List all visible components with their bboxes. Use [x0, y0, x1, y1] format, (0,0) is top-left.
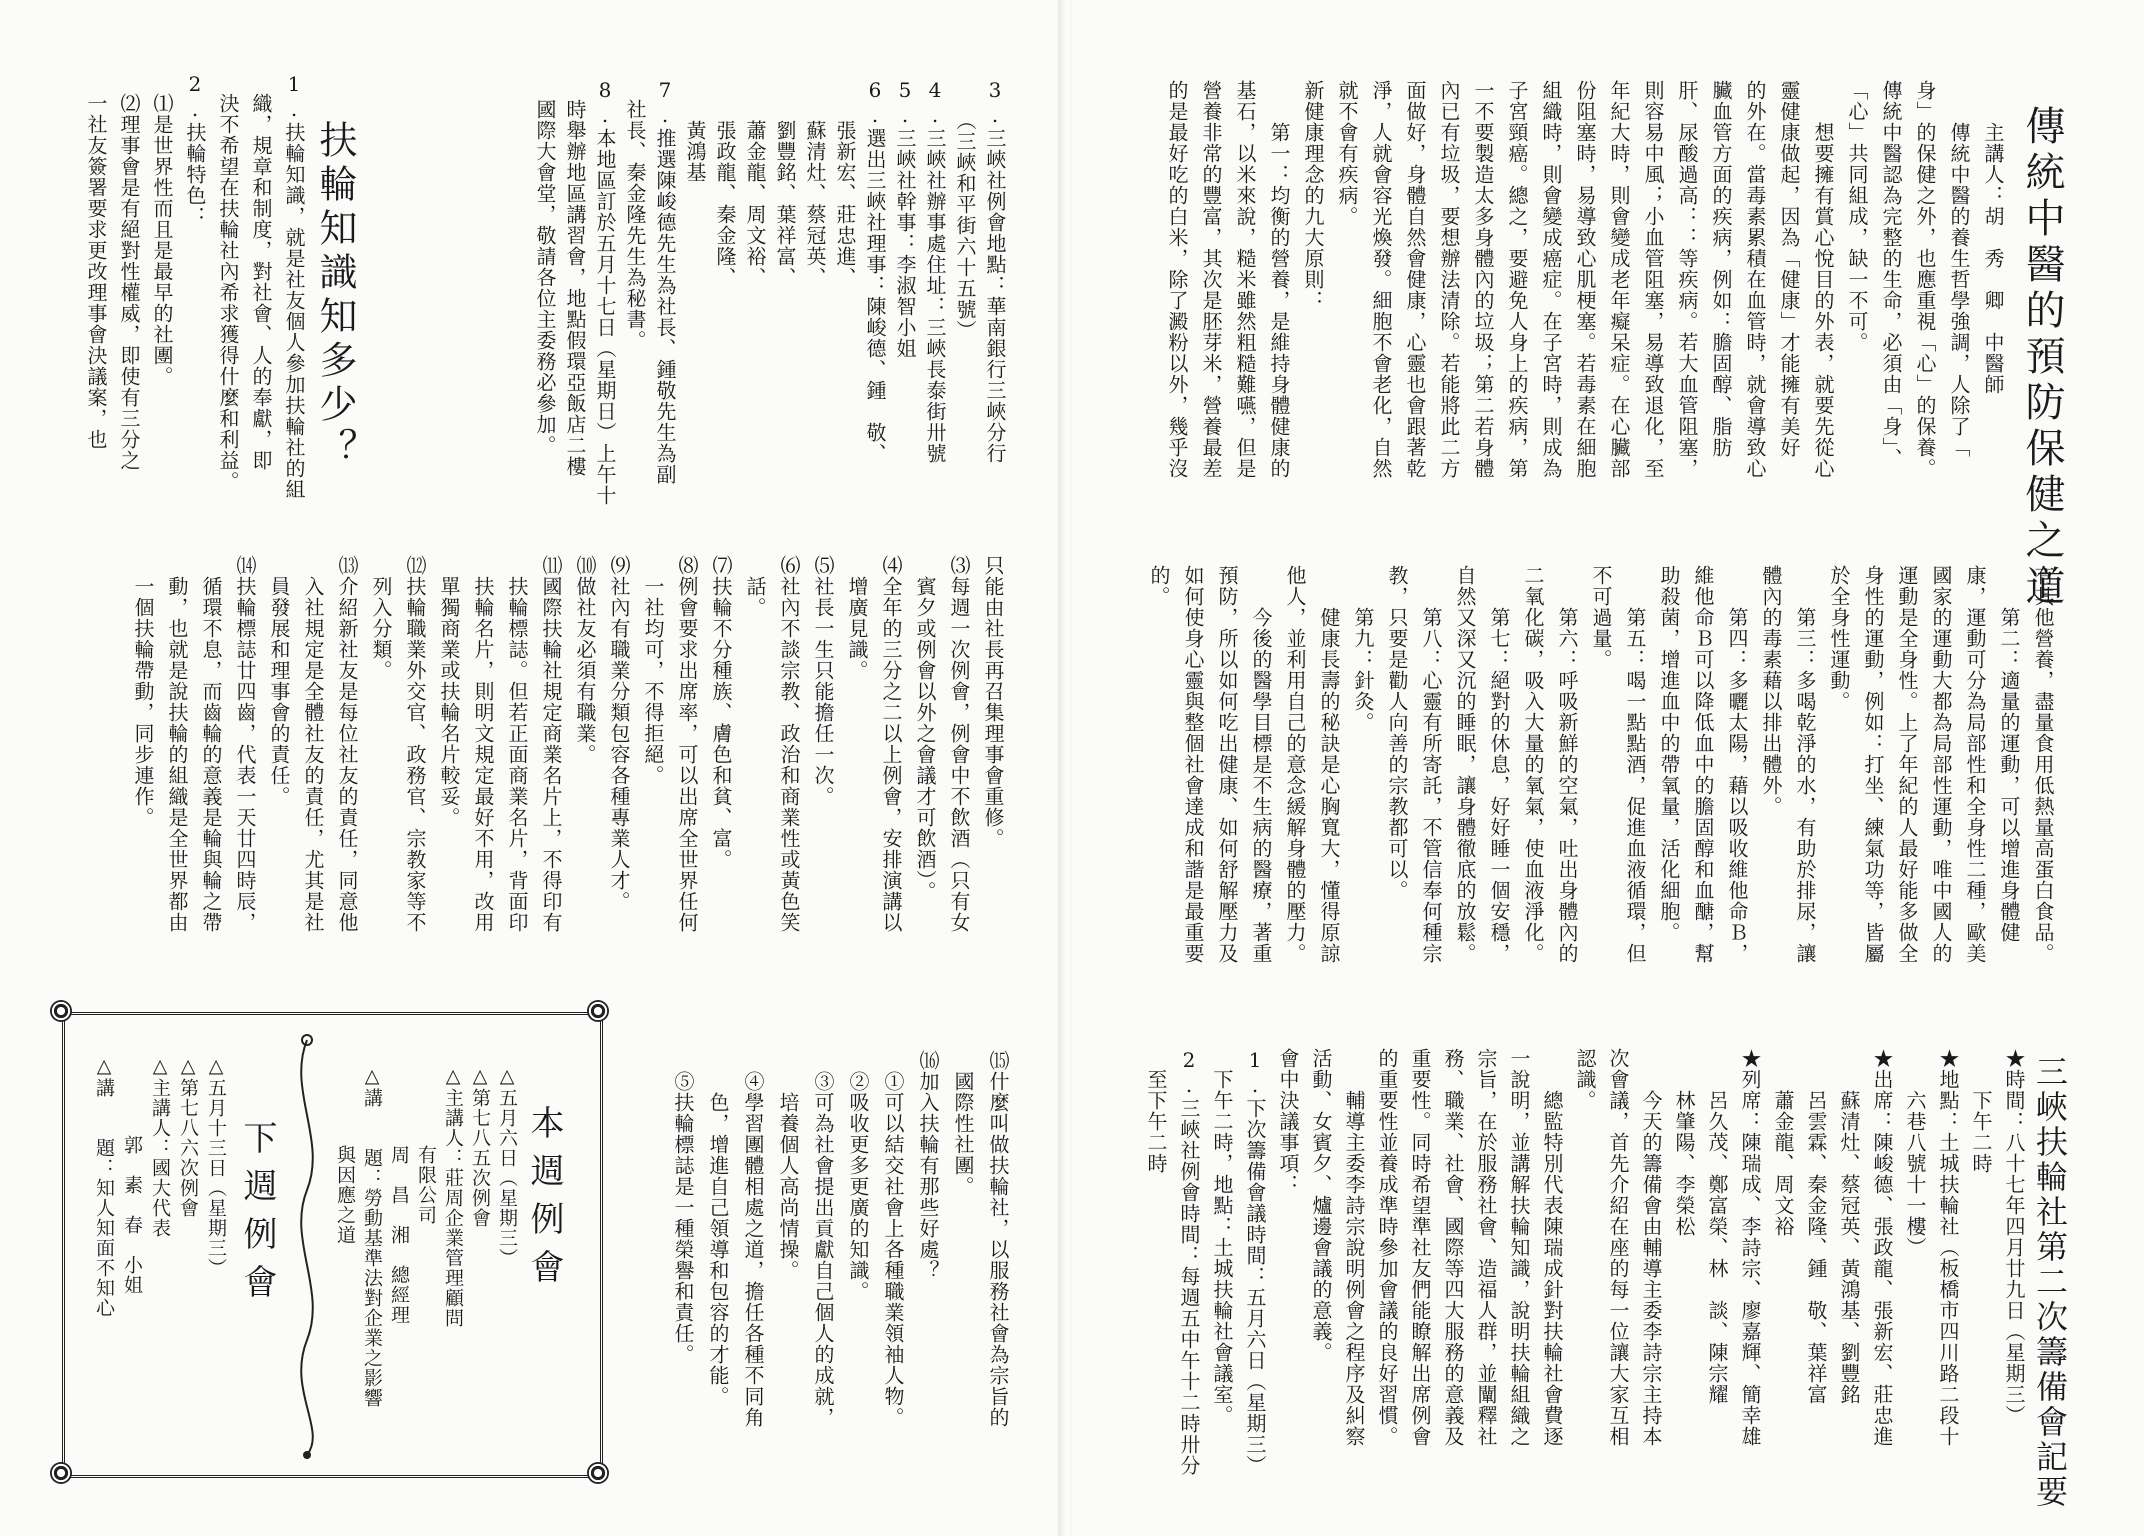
text-line: 與因應之道: [334, 1065, 356, 1245]
club-info-text: [532, 78, 1010, 508]
text-line: 蘇清灶、蔡冠英、黃鴻基、劉豐銘: [1837, 1048, 1861, 1405]
text-line: 入社規定是全體社友的責任，尤其是社: [301, 555, 325, 933]
text-line: 下午二時，地點：土城扶輪社會議室。: [1210, 1048, 1234, 1426]
text-line: ⑶每週一次例會，例會中不飲酒（只有女: [947, 555, 971, 933]
text-line: 自然又深又沉的睡眠，讓身體徹底的放鬆。: [1453, 565, 1477, 964]
text-line: 助殺菌，增進血中的帶氧量，活化細胞。: [1657, 565, 1681, 943]
text-line: ★列席：陳瑞成、李詩宗、廖嘉輝、簡幸雄: [1738, 1048, 1762, 1447]
text-line: 的。: [1147, 565, 1171, 607]
text-line: 維他命Ｂ可以降低血中的膽固醇和血醣，幫: [1691, 565, 1715, 964]
text-line: 想要擁有賞心悅目的外表，就要先從心: [1811, 80, 1835, 479]
text-line: 周 昌 湘 總經理: [388, 1065, 410, 1325]
text-line: 運動是全身性。上了年紀的人最好能多做全: [1895, 565, 1919, 964]
text-line: 呂久茂、鄭富榮、林 談、陳宗耀: [1705, 1048, 1729, 1405]
text-line: 營養非常的豐富，其次是胚芽米，營養最差: [1199, 80, 1223, 479]
text-line: 蕭金龍、周文裕、: [743, 78, 767, 288]
text-line: ⑾國際扶輪社規定商業名片上，不得印有: [539, 555, 563, 933]
text-line: 的重要性並養成準時參加會議的良好習慣。: [1375, 1048, 1399, 1447]
text-line: 傳統中醫的養生哲學強調，人除了「: [1947, 80, 1971, 458]
text-line: 靈健康做起，因為「健康」才能擁有美好: [1777, 80, 1801, 458]
text-line: ①可以結交社會上各種職業領袖人物。: [881, 1050, 905, 1428]
text-line: 2.三峽社例會時間：每週五中午十二時卅分: [1177, 1048, 1201, 1476]
text-line: 劉豐銘、葉祥富、: [773, 78, 797, 288]
article-lower-text: [1135, 565, 2060, 985]
text-line: 健康長壽的秘訣是心胸寬大，懂得原諒: [1317, 565, 1341, 964]
text-line: 第一：均衡的營養，是維持身體健康的: [1267, 80, 1291, 479]
text-line: 一個扶輪帶動，同步連作。: [131, 555, 155, 828]
text-line: 次會議，首先介紹在座的每一位讓大家互相: [1606, 1048, 1630, 1447]
text-line: 教，只要是勸人向善的宗教都可以。: [1385, 565, 1409, 901]
text-line: 賓夕或例會以外之會議才可飲酒）。: [913, 555, 937, 902]
text-line: △主講人：莊周企業管理顧問: [442, 1065, 464, 1328]
next-week-title: 下週例會: [237, 1120, 277, 1312]
text-line: 認識。: [1573, 1048, 1597, 1111]
text-line: △五月十三日（星期三）: [205, 1055, 227, 1278]
text-line: 一不要製造太多身體內的垃圾；第二若身體: [1471, 80, 1495, 479]
corner-flower-icon: [587, 1000, 609, 1022]
text-line: 4.三峽社辦事處住址：三峽長泰街卅號: [923, 78, 947, 464]
text-line: 第四：多曬太陽，藉以吸收維他命Ｂ，: [1725, 565, 1749, 964]
text-line: 第八：心靈有所寄託，不管信奉何種宗: [1419, 565, 1443, 964]
text-line: 織，規章和制度，對社會、人的奉獻，即: [249, 72, 273, 471]
rules-upper-text: [60, 555, 1010, 975]
text-line: 時舉辦地區講習會，地點假環亞飯店二樓: [563, 78, 587, 477]
text-line: 國際性社團。: [951, 1050, 975, 1197]
text-line: ⑹社內不談宗教、政治和商業性或黃色笑: [777, 555, 801, 933]
rules-lower-text: [625, 1050, 1015, 1490]
text-line: 內已有垃圾，要想辦法清除。若能將此二方: [1437, 80, 1461, 479]
text-line: 第九：針灸。: [1351, 565, 1375, 733]
text-line: 呂雲霖、秦金隆、鍾 敬、葉祥富: [1804, 1048, 1828, 1405]
text-line: 扶輪標誌。但若正面商業名片，背面印: [505, 555, 529, 933]
article-upper-text: [1140, 80, 2010, 570]
text-line: 員發展和理事會的責任。: [267, 555, 291, 807]
text-line: 話。: [743, 555, 767, 618]
text-line: 郭 素 春 小姐: [121, 1055, 143, 1295]
text-line: 第二：適量的運動，可以增進身體健: [1997, 565, 2021, 943]
meeting-title: 三峽扶輪社第二次籌備會記要: [2031, 1055, 2069, 1510]
text-line: 有限公司: [415, 1065, 437, 1225]
text-line: 只能由社長再召集理事會重修。: [981, 555, 1005, 849]
text-line: 如何使身心靈與整個社會達成和諧是最重要: [1181, 565, 1205, 964]
vine-divider-icon: [282, 1030, 332, 1460]
text-line: ⑷全年的三分之二以上例會，安排演講以: [879, 555, 903, 933]
text-line: 份阻塞時，易導致心肌梗塞。若毒素在細胞: [1573, 80, 1597, 479]
text-line: ⒂什麼叫做扶輪社，以服務社會為宗旨的: [986, 1050, 1010, 1428]
text-line: ⒁扶輪標誌廿四齒，代表一天廿四時辰，: [233, 555, 257, 933]
corner-flower-icon: [587, 1462, 609, 1484]
text-line: 淨，人就會容光煥發。細胞不會老化，自然: [1369, 80, 1393, 479]
text-line: 就不會有疾病。: [1335, 80, 1359, 227]
text-line: ⑼社內有職業分類包容各種專業人才。: [607, 555, 631, 912]
text-line: △五月六日（星期三）: [496, 1065, 518, 1268]
text-line: 的是最好吃的白米，除了澱粉以外，幾乎沒: [1165, 80, 1189, 479]
text-line: 六巷八號十一樓）: [1903, 1048, 1927, 1258]
text-line: 列入分類。: [369, 555, 393, 681]
text-line: 1.下次籌備會議時間：五月六日（星期三）: [1243, 1048, 1267, 1476]
meeting-record-text: [1130, 1048, 2030, 1488]
text-line: 一社均可，不得拒絕。: [641, 555, 665, 786]
text-line: 第七：絕對的休息，好好睡一個安穩，: [1487, 565, 1511, 964]
text-line: 林肇陽、李榮松: [1672, 1048, 1696, 1237]
text-line: 主講人：胡 秀 卿 中醫師: [1981, 80, 2005, 395]
text-line: 一說明，並講解扶輪知識，說明扶輪組織之: [1507, 1048, 1531, 1447]
text-line: 增廣見識。: [845, 555, 869, 681]
text-line: △主講人：國大代表: [149, 1055, 171, 1238]
text-line: ⑵理事會是有絕對性權威，即使有三分之: [117, 72, 141, 471]
text-line: 1.扶輪知識，就是社友個人參加扶輪社的組: [282, 72, 306, 500]
text-line: 不可過量。: [1589, 565, 1613, 670]
text-line: 年紀大時，則會變成老年癡呆症。在心臟部: [1607, 80, 1631, 479]
text-line: 國際大會堂，敬請各位主委務必參加。: [533, 78, 557, 456]
text-line: △第七八五次例會: [469, 1065, 491, 1228]
text-line: ⑴是世界性而且是最早的社團。: [150, 72, 174, 387]
text-line: ⒃加入扶輪有那些好處？: [916, 1050, 940, 1281]
text-line: 2.扶輪特色：: [183, 72, 207, 227]
text-line: ⑺扶輪不分種族、膚色和貧、富。: [709, 555, 733, 870]
text-line: 則容易中風；小血管阻塞，易導致退化，至: [1641, 80, 1665, 479]
text-line: 第三：多喝乾淨的水，有助於排尿，讓: [1793, 565, 1817, 964]
text-line: 組織時，則會變成癌症。在子宮時，則成為: [1539, 80, 1563, 479]
text-line: 6.選出三峽社理事：陳峻德、鍾 敬、: [863, 78, 887, 464]
text-line: 身性的運動，例如：打坐、練氣功等，皆屬: [1861, 565, 1885, 964]
text-line: 臟血管方面的疾病，例如：膽固醇、脂肪: [1709, 80, 1733, 458]
text-line: 身」的保健之外，也應重視「心」的保養。: [1913, 80, 1937, 479]
this-week-title: 本週例會: [524, 1105, 564, 1297]
text-line: 務、職業、社會、國際等四大服務的意義及: [1441, 1048, 1465, 1447]
text-line: 於全身性運動。: [1827, 565, 1851, 712]
text-line: 張新宏、莊忠進、: [833, 78, 857, 288]
corner-flower-icon: [50, 1000, 72, 1022]
text-line: 「心」共同組成，缺一不可。: [1845, 80, 1869, 353]
text-line: 新健康理念的九大原則：: [1301, 80, 1325, 311]
text-line: （三峽和平街六十五號）: [953, 78, 977, 341]
text-line: 至下午二時: [1144, 1048, 1168, 1174]
text-line: 單獨商業或扶輪名片較妥。: [437, 555, 461, 828]
text-line: 社長、秦金隆先生為秘書。: [623, 78, 647, 351]
text-line: 的外在。當毒素累積在血管時，就會導致心: [1743, 80, 1767, 479]
text-line: △第七八六次例會: [177, 1055, 199, 1218]
text-line: 宗旨，在於服務社會、造福人群，並闡釋社: [1474, 1048, 1498, 1447]
text-line: 輔導主委李詩宗說明例會之程序及糾察: [1342, 1048, 1366, 1447]
text-line: 第五：喝一點點酒，促進血液循環，但: [1623, 565, 1647, 964]
text-line: 二氧化碳，吸入大量的氧氣，使血液淨化。: [1521, 565, 1545, 964]
text-line: ⒀介紹新社友是每位社友的責任，同意他: [335, 555, 359, 933]
text-line: 循環不息，而齒輪的意義是輪與輪之帶: [199, 555, 223, 933]
text-line: 體內的毒素藉以排出體外。: [1759, 565, 1783, 817]
text-line: ⑿扶輪職業外交官、政務官、宗教家等不: [403, 555, 427, 933]
text-line: 基石，以米來說，糙米雖然粗糙難嚥，但是: [1233, 80, 1257, 479]
knowledge-title: 扶輪知識知多少？: [313, 120, 357, 472]
text-line: 培養個人高尚情操。: [776, 1050, 800, 1281]
text-line: 肝、尿酸過高：：等疾病。若大血管阻塞，: [1675, 80, 1699, 479]
text-line: 今後的醫學目標是不生病的醫療，著重: [1249, 565, 1273, 964]
text-line: 扶輪名片，則明文規定最好不用，改用: [471, 555, 495, 933]
text-line: 面做好，身體自然會健康，心靈也會跟著乾: [1403, 80, 1427, 479]
text-line: 子宮頸癌。總之，要避免人身上的疾病，第: [1505, 80, 1529, 479]
text-line: 8.本地區訂於五月十七日（星期日）上午十: [593, 78, 617, 506]
text-line: 5.三峽社幹事：李淑智小姐: [893, 78, 917, 359]
text-line: ③可為社會提出貢獻自己個人的成就，: [811, 1050, 835, 1428]
text-line: ⑤扶輪標誌是一種榮譽和責任。: [671, 1050, 695, 1365]
text-line: 國家的運動大都為局部性運動，唯中國人的: [1929, 565, 1953, 964]
text-line: ★時間：八十七年四月廿九日（星期三）: [2002, 1048, 2026, 1426]
text-line: 有其他營養，盡量食用低熱量高蛋白食品。: [2031, 565, 2055, 964]
text-line: 康，運動可分為局部性和全身性二種，歐美: [1963, 565, 1987, 964]
text-line: △講 題：勞動基準法對企業之影響: [361, 1065, 383, 1408]
text-line: ★地點：土城扶輪社（板橋市四川路二段十: [1936, 1048, 1960, 1447]
text-line: 他人，並利用自己的意念緩解身體的壓力。: [1283, 565, 1307, 964]
knowledge-items-text: [60, 72, 310, 512]
text-line: 預防，所以如何吃出健康、如何舒解壓力及: [1215, 565, 1239, 964]
text-line: 傳統中醫認為完整的生命，必須由「身」、: [1879, 80, 1903, 469]
text-line: ④學習團體相處之道，擔任各種不同角: [741, 1050, 765, 1428]
text-line: 總監特別代表陳瑞成針對扶輪社會費逐: [1540, 1048, 1564, 1447]
text-line: 決不希望在扶輪社內希求獲得什麼和利益。: [216, 72, 240, 492]
text-line: ⑻例會要求出席率，可以出席全世界任何: [675, 555, 699, 933]
this-week-details: [330, 1065, 520, 1465]
text-line: 蕭金龍、周文裕: [1771, 1048, 1795, 1237]
text-line: 蘇清灶、蔡冠英、: [803, 78, 827, 288]
text-line: 重要性。同時希望準社友們能瞭解出席例會: [1408, 1048, 1432, 1447]
text-line: 張政龍、秦金隆、: [713, 78, 737, 288]
text-line: ★出席：陳峻德、張政龍、張新宏、莊忠進: [1870, 1048, 1894, 1447]
text-line: ⑸社長一生只能擔任一次。: [811, 555, 835, 807]
text-line: ②吸收更多更廣的知識。: [846, 1050, 870, 1302]
text-line: 3.三峽社例會地點：華南銀行三峽分行: [983, 78, 1007, 464]
text-line: 活動、女賓夕、爐邊會議的意義。: [1309, 1048, 1333, 1363]
text-line: 動，也就是說扶輪的組織是全世界都由: [165, 555, 189, 933]
text-line: 一社友簽署要求更改理事會決議案，也: [84, 72, 108, 450]
text-line: 色，增進自己領導和包容的才能。: [706, 1050, 730, 1407]
next-week-details: [80, 1055, 230, 1455]
text-line: 下午二時: [1969, 1048, 1993, 1174]
article-title: 傳統中醫的預防保健之道: [2019, 105, 2065, 611]
text-line: 第六：呼吸新鮮的空氣，吐出身體內的: [1555, 565, 1579, 964]
text-line: 黃鴻基: [683, 78, 707, 183]
corner-flower-icon: [50, 1462, 72, 1484]
text-line: ⑽做社友必須有職業。: [573, 555, 597, 765]
text-line: 7.推選陳峻德先生為社長、鍾敬先生為副: [653, 78, 677, 485]
text-line: 會中決議事項：: [1276, 1048, 1300, 1195]
text-line: △講 題：知人知面不知心: [93, 1055, 115, 1318]
text-line: 今天的籌備會由輔導主委李詩宗主持本: [1639, 1048, 1663, 1447]
